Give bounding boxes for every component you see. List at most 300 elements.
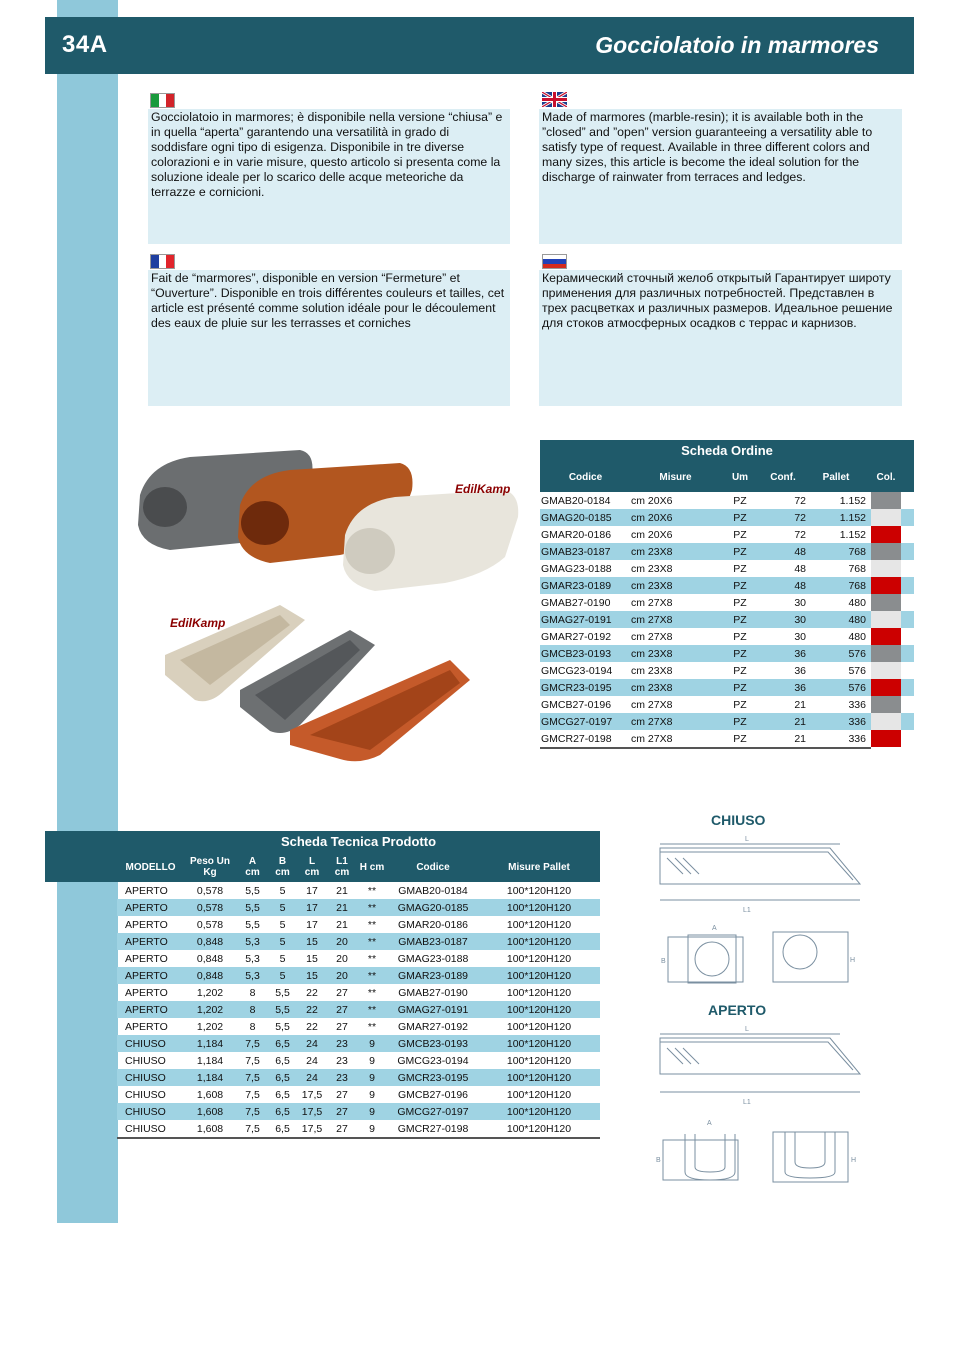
cell-codice: GMAR23-0189: [397, 969, 469, 982]
diagram-title-aperto: APERTO: [708, 1002, 767, 1018]
cell-a: 8: [249, 1003, 256, 1016]
cell-l1: 23: [336, 1054, 348, 1067]
cell-misure-pallet: 100*120H120: [506, 1003, 572, 1016]
order-um: PZ: [733, 647, 747, 660]
color-swatch: [871, 543, 901, 560]
cell-codice: GMAB20-0184: [398, 884, 468, 897]
order-pallet: 336: [848, 732, 866, 745]
order-size: cm 20X6: [631, 511, 673, 524]
order-code: GMCB27-0196: [541, 698, 612, 711]
table-row: [540, 730, 914, 747]
order-conf: 21: [794, 698, 806, 711]
order-um: PZ: [733, 596, 747, 609]
cell-peso: 1,608: [196, 1105, 224, 1118]
cell-misure-pallet: 100*120H120: [506, 1105, 572, 1118]
order-size: cm 27X8: [631, 630, 673, 643]
cell-h: **: [367, 952, 377, 965]
cell-a: 5,5: [245, 901, 260, 914]
cell-codice: GMCR27-0198: [397, 1122, 469, 1135]
order-pallet: 768: [848, 545, 866, 558]
cell-misure-pallet: 100*120H120: [506, 884, 572, 897]
order-conf: 48: [794, 579, 806, 592]
cell-l1: 21: [336, 918, 348, 931]
order-conf: 21: [794, 732, 806, 745]
order-code: GMAB27-0190: [541, 596, 611, 609]
cell-peso: 1,202: [196, 1020, 224, 1033]
cell-peso: 1,184: [196, 1054, 224, 1067]
order-size: cm 23X8: [631, 681, 673, 694]
russia-flag-icon: [542, 254, 567, 269]
order-code: GMAG20-0185: [541, 511, 612, 524]
order-code: GMCR27-0198: [541, 732, 612, 745]
table-row: [117, 916, 600, 933]
col-um: Um: [731, 471, 749, 483]
cell-a: 7,5: [245, 1037, 260, 1050]
color-swatch: [871, 628, 901, 645]
cell-b: 6,5: [275, 1105, 290, 1118]
label-a-aperto: A: [707, 1120, 712, 1127]
order-um: PZ: [733, 698, 747, 711]
color-swatch: [871, 730, 901, 747]
cell-l1: 20: [336, 969, 348, 982]
order-table: [540, 440, 914, 749]
cell-misure-pallet: 100*120H120: [506, 986, 572, 999]
cell-b: 6,5: [275, 1037, 290, 1050]
col-h: H cm: [359, 861, 385, 873]
france-flag-icon: [150, 254, 175, 269]
table-row: [117, 967, 600, 984]
order-size: cm 23X8: [631, 664, 673, 677]
color-swatch: [871, 645, 901, 662]
order-um: PZ: [733, 630, 747, 643]
cell-l: 24: [306, 1054, 318, 1067]
cell-l1: 27: [336, 986, 348, 999]
cell-a: 5,3: [245, 952, 260, 965]
col-codice: Codice: [416, 861, 450, 873]
cell-b: 6,5: [275, 1071, 290, 1084]
color-swatch: [871, 713, 901, 730]
cell-misure-pallet: 100*120H120: [506, 918, 572, 931]
cell-h: 9: [369, 1037, 375, 1050]
table-row: [540, 628, 914, 645]
cell-b: 5: [279, 884, 286, 897]
cell-l: 22: [306, 1020, 318, 1033]
cell-modello: CHIUSO: [125, 1088, 166, 1101]
cell-peso: 0,848: [196, 969, 224, 982]
cell-misure-pallet: 100*120H120: [506, 952, 572, 965]
cell-peso: 1,202: [196, 1003, 224, 1016]
col-size: Misure: [659, 471, 692, 483]
table-row: [540, 526, 914, 543]
order-code: GMAR23-0189: [541, 579, 612, 592]
cell-peso: 1,608: [196, 1088, 224, 1101]
order-conf: 48: [794, 545, 806, 558]
order-um: PZ: [733, 681, 747, 694]
table-row: [117, 1069, 600, 1086]
order-um: PZ: [733, 511, 747, 524]
table-row: [540, 543, 914, 560]
cell-h: **: [367, 901, 377, 914]
cell-a: 7,5: [245, 1071, 260, 1084]
color-swatch: [871, 492, 901, 509]
cell-codice: GMAG27-0191: [397, 1003, 469, 1016]
order-size: cm 23X8: [631, 545, 673, 558]
order-code: GMAB23-0187: [541, 545, 611, 558]
cell-modello: APERTO: [125, 969, 168, 982]
order-table-header: [540, 462, 914, 492]
cell-modello: APERTO: [125, 935, 168, 948]
color-swatch: [871, 696, 901, 713]
cell-peso: 1,184: [196, 1071, 224, 1084]
order-code: GMCR23-0195: [541, 681, 612, 694]
diagram-title-chiuso: CHIUSO: [711, 812, 766, 828]
order-conf: 72: [794, 528, 806, 541]
description-italian: Gocciolatoio in marmores; è disponibile nella versione “chiusa” e in quella “aperta” garantendo una versatilità in grado di soddisfare ogni tipo di esigenza. Disponibile in tre diverse colorazioni e in varie misure, questo articolo si presenta come la soluzione ideale per lo scarico delle acque meteoriche da terrazze e cornicioni.: [148, 109, 510, 244]
table-row: [117, 1120, 600, 1137]
table-row: [540, 577, 914, 594]
table-row: [117, 984, 600, 1001]
table-row: [117, 1103, 600, 1120]
order-um: PZ: [733, 494, 747, 507]
order-conf: 21: [794, 715, 806, 728]
cell-l: 15: [306, 969, 318, 982]
col-l1: L1 cm: [334, 856, 350, 878]
cell-a: 5,3: [245, 935, 260, 948]
cell-codice: GMAG20-0185: [397, 901, 469, 914]
cell-a: 7,5: [245, 1054, 260, 1067]
order-table-body: [540, 492, 914, 747]
page-number: 34A: [62, 31, 108, 58]
cell-codice: GMCG23-0194: [397, 1054, 469, 1067]
color-swatch: [871, 577, 901, 594]
cell-modello: CHIUSO: [125, 1071, 166, 1084]
table-row: [117, 1086, 600, 1103]
cell-peso: 0,848: [196, 952, 224, 965]
product-photo: [130, 445, 525, 765]
order-size: cm 27X8: [631, 596, 673, 609]
color-swatch: [871, 509, 901, 526]
col-a: A cm: [245, 856, 260, 878]
label-l1-aperto: L1: [743, 1099, 751, 1106]
cell-b: 5: [279, 969, 286, 982]
label-h: H: [850, 957, 856, 964]
cell-misure-pallet: 100*120H120: [506, 1037, 572, 1050]
description-russian: Керамический сточный желоб открытый Гарантирует широту применения для различных потребностей. Представлен в трех расцветках и различных размеров. Идеальное решение для стоков атмосферных осадков с террас и карнизов.: [539, 270, 902, 406]
cell-modello: CHIUSO: [125, 1054, 166, 1067]
cell-l: 17,5: [301, 1088, 323, 1101]
brand-logo-1: EdilKamp: [455, 482, 511, 496]
tech-table-body: [45, 882, 600, 1137]
cell-modello: APERTO: [125, 884, 168, 897]
cell-codice: GMAG23-0188: [397, 952, 469, 965]
col-conf: Conf.: [770, 471, 796, 483]
order-code: GMAG27-0191: [541, 613, 612, 626]
order-size: cm 27X8: [631, 613, 673, 626]
cell-l1: 21: [336, 901, 348, 914]
table-row: [540, 560, 914, 577]
table-row: [117, 933, 600, 950]
order-pallet: 768: [848, 579, 866, 592]
cell-a: 8: [249, 1020, 256, 1033]
cell-h: 9: [369, 1071, 375, 1084]
cell-peso: 1,608: [196, 1122, 224, 1135]
order-um: PZ: [733, 579, 747, 592]
cell-l1: 23: [336, 1037, 348, 1050]
cell-a: 7,5: [245, 1105, 260, 1118]
label-b-aperto: B: [656, 1157, 661, 1164]
cell-h: 9: [369, 1122, 375, 1135]
order-pallet: 336: [848, 715, 866, 728]
cell-misure-pallet: 100*120H120: [506, 1122, 572, 1135]
cell-a: 7,5: [245, 1088, 260, 1101]
table-row: [540, 509, 914, 526]
cell-l: 24: [306, 1037, 318, 1050]
order-size: cm 27X8: [631, 698, 673, 711]
order-size: cm 23X8: [631, 579, 673, 592]
order-code: GMAR20-0186: [541, 528, 612, 541]
cell-misure-pallet: 100*120H120: [506, 935, 572, 948]
order-conf: 72: [794, 494, 806, 507]
cell-h: 9: [369, 1088, 375, 1101]
cell-l1: 27: [336, 1122, 348, 1135]
cell-a: 5,3: [245, 969, 260, 982]
cell-b: 5,5: [275, 1003, 290, 1016]
cell-modello: APERTO: [125, 1020, 168, 1033]
diagram-aperto: [655, 1022, 865, 1187]
cell-codice: GMAB27-0190: [398, 986, 468, 999]
cell-modello: APERTO: [125, 918, 168, 931]
cell-l1: 27: [336, 1088, 348, 1101]
col-modello: MODELLO: [125, 861, 176, 873]
label-l-aperto: L: [745, 1026, 749, 1033]
col-pallet: Pallet: [822, 471, 850, 483]
order-code: GMAR27-0192: [541, 630, 612, 643]
color-swatch: [871, 679, 901, 696]
order-table-underline: [540, 747, 871, 749]
order-um: PZ: [733, 732, 747, 745]
cell-l: 17,5: [301, 1122, 323, 1135]
cell-l1: 27: [336, 1003, 348, 1016]
table-row: [540, 713, 914, 730]
order-conf: 30: [794, 613, 806, 626]
cell-codice: GMAR27-0192: [397, 1020, 469, 1033]
order-size: cm 23X8: [631, 647, 673, 660]
description-french: Fait de “marmores”, disponible en version “Fermeture” et “Ouverture”. Disponible en trois différentes couleurs et tailles, cet article est présenté comme solution idéale pour le découlement des eaux de pluie sur les terrasses et corniches: [148, 270, 510, 406]
table-row: [117, 1052, 600, 1069]
cell-l: 17: [306, 884, 318, 897]
cell-misure-pallet: 100*120H120: [506, 1071, 572, 1084]
cell-l1: 20: [336, 935, 348, 948]
diagram-chiuso: [655, 832, 865, 992]
col-color: Col.: [876, 471, 896, 483]
cell-peso: 1,202: [196, 986, 224, 999]
label-b: B: [661, 958, 666, 965]
color-swatch: [871, 594, 901, 611]
order-pallet: 768: [848, 562, 866, 575]
table-row: [117, 950, 600, 967]
order-conf: 72: [794, 511, 806, 524]
order-um: PZ: [733, 613, 747, 626]
cell-l: 17: [306, 901, 318, 914]
cell-h: **: [367, 1003, 377, 1016]
cell-l: 17: [306, 918, 318, 931]
cell-l: 15: [306, 935, 318, 948]
table-row: [117, 882, 600, 899]
cell-codice: GMCB23-0193: [397, 1037, 469, 1050]
table-row: [117, 1018, 600, 1035]
cell-a: 7,5: [245, 1122, 260, 1135]
table-row: [117, 899, 600, 916]
col-misure-pallet: Misure Pallet: [508, 861, 570, 873]
order-um: PZ: [733, 664, 747, 677]
label-l1: L1: [743, 907, 751, 914]
table-row: [540, 594, 914, 611]
order-um: PZ: [733, 562, 747, 575]
cell-codice: GMCG27-0197: [397, 1105, 469, 1118]
cell-h: **: [367, 884, 377, 897]
cell-h: **: [367, 986, 377, 999]
label-l: L: [745, 836, 749, 843]
order-conf: 36: [794, 647, 806, 660]
order-pallet: 576: [848, 647, 866, 660]
cell-h: 9: [369, 1105, 375, 1118]
color-swatch: [871, 526, 901, 543]
cell-codice: GMCR23-0195: [397, 1071, 469, 1084]
table-row: [540, 645, 914, 662]
cell-misure-pallet: 100*120H120: [506, 1088, 572, 1101]
cell-a: 5,5: [245, 918, 260, 931]
cell-l1: 21: [336, 884, 348, 897]
order-code: GMAG23-0188: [541, 562, 612, 575]
tech-table-title: Scheda Tecnica Prodotto: [117, 831, 600, 852]
color-swatch: [871, 611, 901, 628]
order-size: cm 23X8: [631, 562, 673, 575]
page-title: Gocciolatoio in marmores: [595, 32, 879, 58]
order-size: cm 20X6: [631, 494, 673, 507]
order-size: cm 27X8: [631, 715, 673, 728]
cell-modello: CHIUSO: [125, 1122, 166, 1135]
order-code: GMCB23-0193: [541, 647, 612, 660]
order-conf: 30: [794, 596, 806, 609]
cell-l1: 27: [336, 1020, 348, 1033]
cell-modello: APERTO: [125, 986, 168, 999]
cell-b: 5: [279, 952, 286, 965]
order-conf: 36: [794, 664, 806, 677]
tech-table-underline: [117, 1137, 600, 1139]
cell-l1: 20: [336, 952, 348, 965]
order-um: PZ: [733, 528, 747, 541]
order-size: cm 27X8: [631, 732, 673, 745]
cell-h: 9: [369, 1054, 375, 1067]
order-um: PZ: [733, 715, 747, 728]
order-pallet: 576: [848, 681, 866, 694]
cell-misure-pallet: 100*120H120: [506, 901, 572, 914]
cell-modello: CHIUSO: [125, 1105, 166, 1118]
cell-peso: 0,578: [196, 884, 224, 897]
cell-codice: GMAB23-0187: [398, 935, 468, 948]
order-pallet: 1.152: [839, 511, 866, 524]
order-pallet: 336: [848, 698, 866, 711]
order-pallet: 1.152: [839, 528, 866, 541]
order-um: PZ: [733, 545, 747, 558]
cell-l: 15: [306, 952, 318, 965]
table-row: [117, 1001, 600, 1018]
cell-peso: 1,184: [196, 1037, 224, 1050]
table-row: [540, 662, 914, 679]
table-row: [540, 696, 914, 713]
color-swatch: [871, 662, 901, 679]
col-l: L cm: [304, 856, 320, 878]
table-row: [540, 611, 914, 628]
table-row: [540, 492, 914, 509]
cell-misure-pallet: 100*120H120: [506, 969, 572, 982]
cell-a: 8: [249, 986, 256, 999]
col-b: B cm: [275, 856, 290, 878]
cell-l: 22: [306, 986, 318, 999]
cell-peso: 0,578: [196, 901, 224, 914]
cell-peso: 0,578: [196, 918, 224, 931]
order-pallet: 1.152: [839, 494, 866, 507]
order-conf: 36: [794, 681, 806, 694]
table-row: [117, 1035, 600, 1052]
order-table-title: Scheda Ordine: [540, 440, 914, 462]
order-code: GMCG23-0194: [541, 664, 613, 677]
cell-modello: CHIUSO: [125, 1037, 166, 1050]
order-pallet: 576: [848, 664, 866, 677]
color-swatch: [871, 560, 901, 577]
cell-codice: GMCB27-0196: [397, 1088, 469, 1101]
order-pallet: 480: [848, 613, 866, 626]
cell-misure-pallet: 100*120H120: [506, 1054, 572, 1067]
label-a: A: [712, 925, 717, 932]
brand-logo-2: EdilKamp: [170, 616, 226, 630]
uk-flag-icon: [542, 92, 567, 107]
cell-codice: GMAR20-0186: [397, 918, 469, 931]
label-h-aperto: H: [851, 1157, 857, 1164]
cell-peso: 0,848: [196, 935, 224, 948]
col-peso: Peso Un Kg: [189, 856, 230, 878]
cell-l: 22: [306, 1003, 318, 1016]
cell-modello: APERTO: [125, 1003, 168, 1016]
cell-b: 5,5: [275, 986, 290, 999]
cell-b: 5,5: [275, 1020, 290, 1033]
order-pallet: 480: [848, 630, 866, 643]
italy-flag-icon: [150, 93, 175, 108]
cell-b: 5: [279, 918, 286, 931]
col-code: Codice: [568, 471, 603, 483]
cell-h: **: [367, 935, 377, 948]
cell-misure-pallet: 100*120H120: [506, 1020, 572, 1033]
cell-b: 5: [279, 901, 286, 914]
order-size: cm 20X6: [631, 528, 673, 541]
tech-table: [45, 831, 600, 1139]
order-conf: 48: [794, 562, 806, 575]
cell-a: 5,5: [245, 884, 260, 897]
table-row: [540, 679, 914, 696]
cell-b: 6,5: [275, 1088, 290, 1101]
cell-b: 6,5: [275, 1122, 290, 1135]
order-code: GMCG27-0197: [541, 715, 613, 728]
cell-modello: APERTO: [125, 952, 168, 965]
cell-modello: APERTO: [125, 901, 168, 914]
cell-l1: 23: [336, 1071, 348, 1084]
order-code: GMAB20-0184: [541, 494, 611, 507]
cell-b: 5: [279, 935, 286, 948]
order-conf: 30: [794, 630, 806, 643]
tech-table-left-bar: [45, 831, 117, 882]
order-pallet: 480: [848, 596, 866, 609]
tech-table-header: [117, 852, 600, 882]
